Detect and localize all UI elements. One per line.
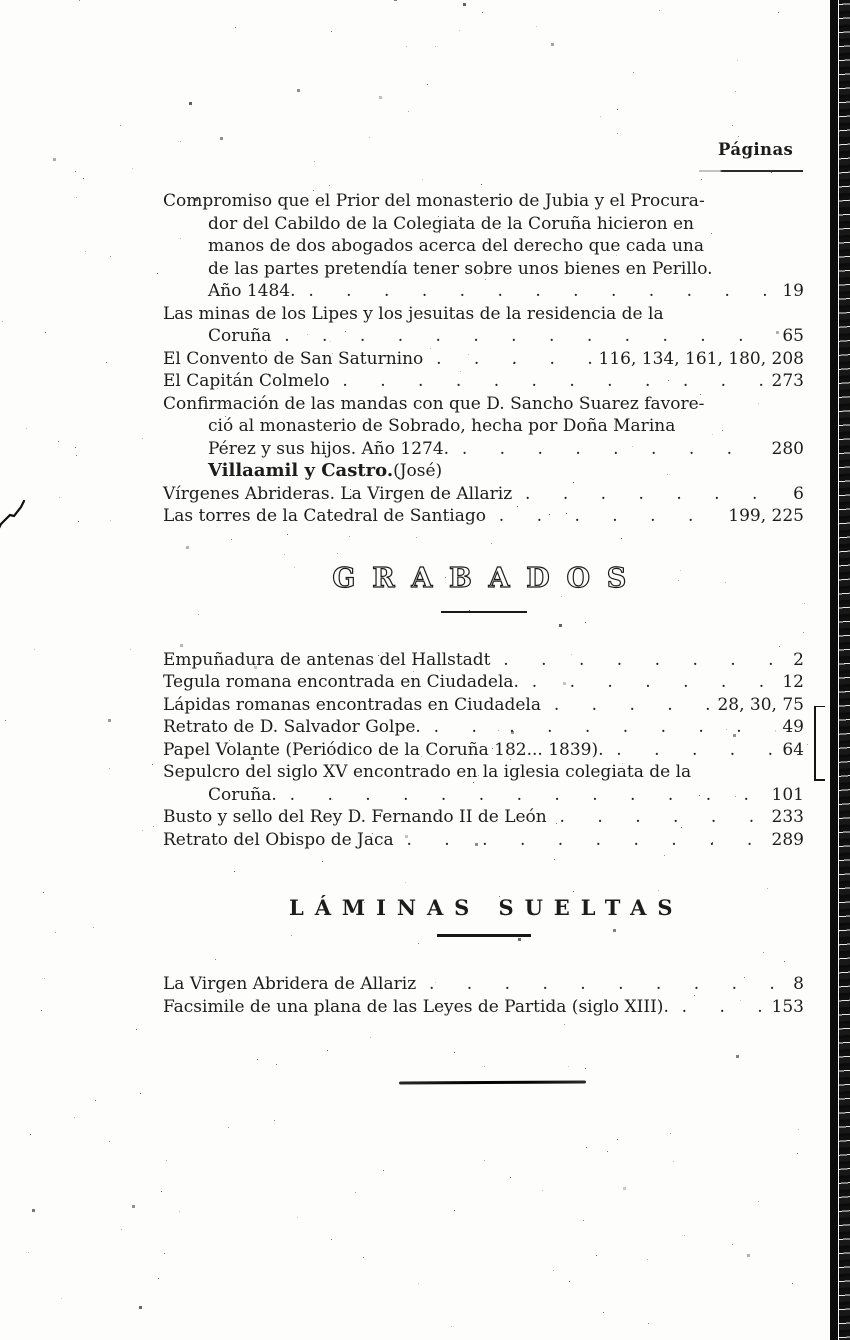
page-number: 273 — [771, 371, 804, 391]
entry-text: Vírgenes Abrideras. La Virgen de Allariz — [163, 483, 513, 504]
toc-entry-line — [163, 829, 804, 852]
toc-entry-line — [163, 190, 804, 213]
dot-leader — [423, 716, 777, 739]
pages-column-label: Páginas — [718, 140, 794, 159]
dot-leader — [671, 996, 766, 1019]
dot-leader — [514, 483, 787, 506]
page-number: 6 — [793, 483, 804, 504]
toc-sections — [163, 190, 804, 1018]
entry-text: Coruña — [208, 326, 272, 346]
entry-text: Las minas de los Lipes y los jesuitas de la residencia de la — [163, 303, 664, 324]
dot-leader — [521, 671, 776, 694]
toc-entry-line — [163, 460, 804, 483]
toc-entry-line — [163, 761, 804, 784]
dot-leader — [298, 280, 777, 303]
page-number: 101 — [771, 784, 804, 805]
toc-entry-line — [163, 806, 804, 829]
entry-list-laminas — [163, 973, 804, 1018]
heading-rule-laminas — [437, 934, 531, 937]
dot-leader — [273, 325, 776, 348]
toc-entry-line — [163, 739, 804, 762]
page-number: 49 — [782, 717, 804, 737]
toc-entry-line — [163, 694, 804, 717]
entry-text: Pérez y sus hijos. Año 1274. — [208, 438, 450, 459]
page-number: 12 — [782, 672, 804, 692]
entry-text: Lápidas romanas encontradas en Ciudadela — [163, 694, 542, 715]
toc-entry-line — [163, 303, 804, 326]
entry-text: de las partes pretendía tener sobre unos bienes en Perillo. — [208, 258, 713, 279]
dot-leader — [488, 505, 722, 528]
book-spine-edge — [828, 0, 850, 1340]
page-number: 233 — [771, 807, 804, 827]
entry-text: La Virgen Abridera de Allariz — [163, 974, 417, 994]
dot-leader — [332, 370, 766, 393]
toc-entry-line — [163, 505, 804, 528]
toc-entry-line — [163, 235, 804, 258]
section-heading-grabados: GRABADOS — [332, 562, 643, 594]
page-number: 19 — [782, 281, 804, 301]
toc-entry-line — [163, 213, 804, 236]
entry-text: Sepulcro del siglo XV encontrado en la iglesia colegiata de la — [163, 762, 692, 782]
footer-rule — [399, 1081, 586, 1085]
page-number: 64 — [782, 739, 804, 760]
author-name: Villaamil y Castro. — [208, 460, 394, 481]
entry-text: Tegula romana encontrada en Ciudadela. — [163, 672, 519, 692]
page-number: 153 — [771, 996, 804, 1017]
entry-text: manos de dos abogados acerca del derecho que cada una — [208, 236, 705, 256]
entry-text: dor del Cabildo de la Colegiata de la Coruña hicieron en — [208, 213, 694, 234]
entry-text: Busto y sello del Rey D. Fernando II de León — [163, 807, 547, 827]
entry-text: Compromiso que el Prior del monasterio de Jubia y el Procura- — [163, 191, 705, 211]
page-number: 199, 225 — [728, 506, 804, 526]
toc-entry-line — [163, 716, 804, 739]
entry-text: Confirmación de las mandas con que D. Sancho Suarez favore- — [163, 393, 705, 414]
entry-list-grabados — [163, 649, 804, 852]
page-number: 65 — [782, 326, 804, 346]
heading-rule-grabados — [441, 611, 527, 613]
page-number: 280 — [771, 438, 804, 459]
page-number: 116, 134, 161, 180, 208 — [598, 348, 804, 369]
page-number: 8 — [793, 974, 804, 994]
entry-text: Facsimile de una plana de las Leyes de Partida (siglo XIII). — [163, 996, 669, 1017]
spine-bracket-mark — [814, 706, 825, 781]
toc-entry-line — [163, 973, 804, 996]
toc-entry-line — [163, 996, 804, 1019]
page-number: 289 — [771, 829, 804, 850]
section-heading-laminas: LÁMINAS SUELTAS — [289, 895, 684, 920]
dot-leader — [493, 649, 788, 672]
page-number: 2 — [793, 649, 804, 670]
toc-entry-line — [163, 280, 804, 303]
entry-text: Retrato del Obispo de Jaca — [163, 829, 394, 850]
entry-text: Las torres de la Catedral de Santiago — [163, 506, 486, 526]
entry-text: Empuñadura de antenas del Hallstadt — [163, 649, 491, 670]
toc-entry-line — [163, 325, 804, 348]
toc-entry-line — [163, 483, 804, 506]
entry-text: Coruña. — [208, 784, 277, 805]
dot-leader — [396, 829, 766, 852]
toc-entry-line — [163, 258, 804, 281]
entry-text: El Convento de San Saturnino — [163, 348, 424, 369]
entry-list-obras — [163, 190, 804, 528]
entry-text: Año 1484. — [208, 281, 296, 301]
toc-entry-line — [163, 438, 804, 461]
dot-leader — [549, 806, 766, 829]
toc-entry-line — [163, 348, 804, 371]
page-number: 28, 30, 75 — [717, 694, 804, 715]
dot-leader — [425, 348, 592, 371]
toc-entry-line — [163, 370, 804, 393]
toc-entry-line — [163, 393, 804, 416]
dot-leader — [418, 973, 787, 996]
dot-leader — [543, 694, 711, 717]
dot-leader — [606, 739, 777, 762]
toc-entry-line — [163, 649, 804, 672]
dot-leader — [451, 438, 766, 461]
stray-ink-mark — [0, 498, 27, 532]
toc-entry-line — [163, 784, 804, 807]
entry-text: Papel Volante (Periódico de la Coruña 182... 1839). — [163, 739, 604, 760]
toc-entry-line — [163, 415, 804, 438]
pages-column-rule — [699, 170, 803, 172]
toc-entry-line — [163, 671, 804, 694]
entry-text: ció al monasterio de Sobrado, hecha por Doña Marina — [208, 416, 676, 436]
entry-text: El Capitán Colmelo — [163, 371, 330, 391]
dot-leader — [279, 784, 766, 807]
entry-text: (José) — [393, 461, 443, 481]
entry-text: Retrato de D. Salvador Golpe. — [163, 717, 421, 737]
